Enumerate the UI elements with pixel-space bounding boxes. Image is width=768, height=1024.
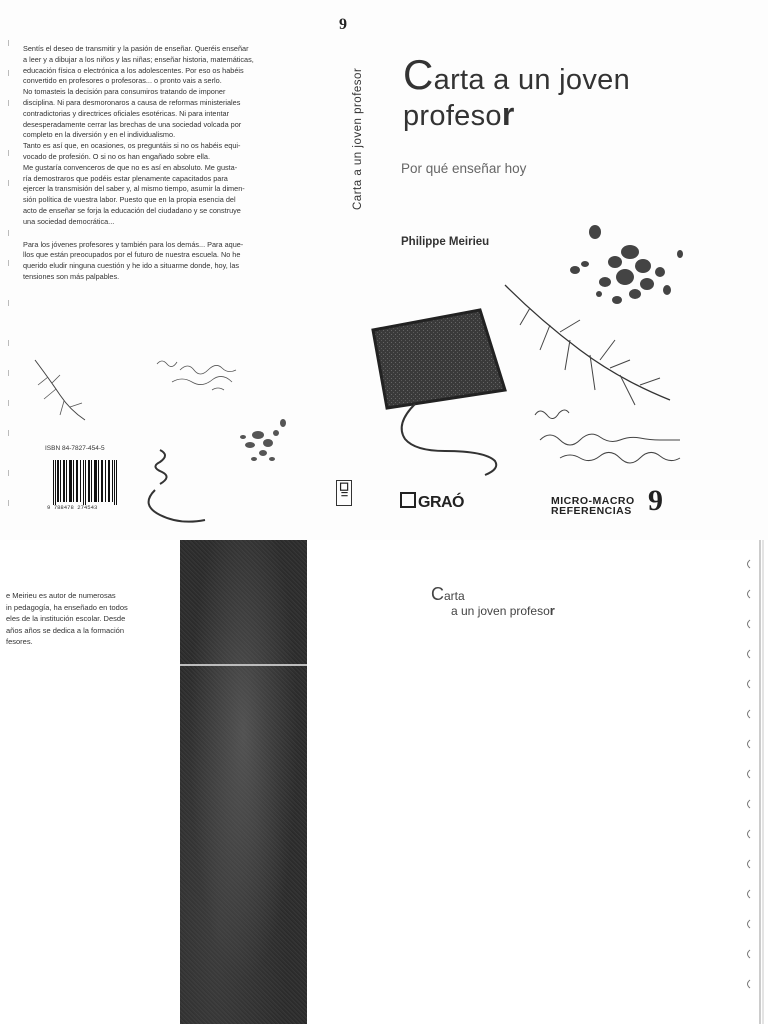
spine-title: Carta a un joven profesor	[352, 67, 364, 210]
blurb-paragraph-5: Para los jóvenes profesores y también para los demás... Para aque- llos que están preocupados por el futuro de nuestra escuela. No he querido eludir ninguna cuestión y he ido a situarme donde, hoy, las tensiones son más palpables.	[23, 239, 244, 281]
grao-logo-icon	[339, 481, 350, 501]
back-cover-blurb	[23, 44, 306, 283]
barcode-number: 9 788478 274543	[47, 504, 98, 511]
blurb-paragraph-2: No tomasteis la decisión para consumiros tratando de imponer disciplina. Ni para desmoronaros a causa de reformas ministeriales contradictorias y directrices oficiales esotéricas. Ni para intentar desesperadamente cerrar las brechas de una sociedad volcada por completo en la diversión y en el individualismo.	[23, 87, 242, 140]
binding-edge-marks	[738, 540, 768, 1024]
endpaper-crease	[180, 664, 307, 666]
barcode	[53, 460, 117, 505]
author-bio-flap: e Meirieu es autor de numerosas in pedagogía, ha enseñado en todos eles de la institución escolar. Desde años años se dedica a la formación fesores.	[6, 591, 128, 646]
blurb-paragraph-1: Sentís el deseo de transmitir y la pasión de enseñar. Queréis enseñar a leer y a dibujar a los niños y las niñas; enseñar historia, matemáticas, educación física o electrónica a los adolescentes. Por eso os habéis convertido en profesores o profesoras... o pronto vais a serlo.	[23, 44, 254, 86]
blurb-paragraph-3: Tanto es así que, en ocasiones, os preguntáis si no os habéis equi- vocado de profesión. O si no os han engañado sobre ella.	[23, 141, 241, 161]
spine-publisher-logo	[336, 480, 352, 506]
blurb-paragraph-4: Me gustaría convenceros de que no es así en absoluto. Me gusta- ría demostraros que podéis estar plenamente capacitados para ejercer la transmisión del saber y, al mismo tiempo, asumir la dimen- sión política de vuestra labor. Puesto que en la propia esencia del acto de enseñar se forja la educación del ciudadano y se construye una sociedad democrática...	[23, 162, 245, 226]
grao-square-icon	[400, 492, 416, 508]
cover-subtitle: Por qué enseñar hoy	[401, 161, 527, 176]
slate-illustration	[365, 300, 520, 480]
seed-cluster-small	[228, 415, 298, 470]
half-title: Carta a un joven profesor	[431, 584, 555, 618]
collection-number: 9	[648, 484, 663, 517]
page-number: 9	[339, 16, 347, 33]
publisher-logo: GRAÓ	[400, 492, 464, 512]
scan-edge-marks	[2, 0, 16, 540]
handwriting-sketch-small	[152, 352, 247, 397]
cord-sketch-small	[135, 440, 210, 530]
collection-name: MICRO-MACRO REFERENCIAS	[551, 495, 635, 517]
barcode-block	[45, 445, 120, 515]
cover-author: Philippe Meirieu	[401, 236, 490, 248]
dark-endpaper	[180, 540, 307, 1024]
cover-title: Carta a un joven profesor	[403, 51, 630, 132]
twig-illustration	[500, 280, 680, 420]
inner-pages-spread	[0, 540, 768, 1024]
twig-sketch-small	[30, 355, 100, 425]
isbn-text: ISBN 84-7827-454-5	[45, 445, 105, 452]
handwriting-illustration	[520, 400, 700, 480]
